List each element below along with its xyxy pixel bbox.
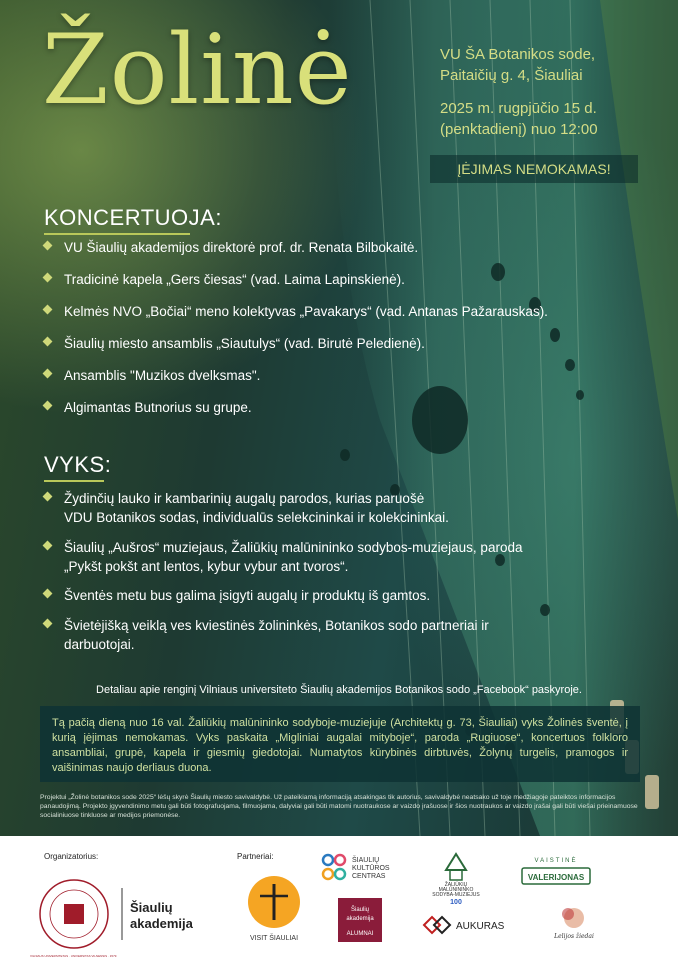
diamond-bullet-icon [43, 337, 53, 347]
concerts-heading [44, 205, 222, 235]
valerijonas-pharmacy-logo [516, 854, 596, 890]
list-item: Ansamblis "Muzikos dvelksmas". [44, 366, 604, 385]
list-item: Žydinčių lauko ir kambarinių augalų parodos, kurias paruošė VDU Botanikos sodas, individualūs selekcininkai ir kolekcininkai. [44, 489, 604, 527]
diamond-bullet-icon [43, 619, 53, 629]
partners-footer [0, 836, 678, 960]
visit-siauliai-text: VISIT ŠIAULIAI [249, 935, 299, 942]
venue-line-1: VU ŠA Botanikos sode, [440, 46, 596, 63]
event-title: Žolinė [42, 14, 353, 126]
list-item: Kelmės NVO „Bočiai“ meno kolektyvas „Pavakarys“ (vad. Antanas Pažarauskas). [44, 302, 604, 321]
list-item: Švietėjišką veiklą ves kviestinės žolininkės, Botanikos sodo partneriai ir darbuotojai. [44, 616, 604, 654]
date-line-2: (penktadienį) nuo 12:00 [440, 121, 598, 138]
date-info [440, 98, 598, 140]
list-item: Šventės metu bus galima įsigyti augalų ir produktų iš gamtos. [44, 586, 604, 605]
events-heading [44, 452, 111, 482]
lelija-text: Lelijos žiedai [554, 933, 594, 940]
svg-text:100: 100 [450, 899, 462, 904]
events-heading-underline [44, 480, 104, 482]
list-item: VU Šiaulių akademijos direktorė prof. dr. Renata Bilbokaitė. [44, 238, 604, 257]
diamond-bullet-icon [43, 401, 53, 411]
events-heading-text: VYKS: [44, 452, 112, 477]
list-item: Tradicinė kapela „Gers čiesas“ (vad. Laima Lapinskienė). [44, 270, 604, 289]
svg-text:SODYBA-MUZIEJUS: SODYBA-MUZIEJUS [432, 892, 480, 898]
diamond-bullet-icon [43, 273, 53, 283]
aukuras-text: AUKURAS [456, 921, 505, 932]
diamond-bullet-icon [43, 241, 53, 251]
afternoon-event-box: Tą pačią dieną nuo 16 val. Žaliūkių malūnininko sodyboje-muziejuje (Architektų g. 73, Šiauliai) vyks Žolinės šventė, į kurią įėjimas nemokamas. Vyks paskaita „Migliniai augalai mityboje“, paroda „Rugiuose“, koncertuos folkloro ansambliai, grupė, kapela ir giesmių giedotojai. Numatytos kūrybinės dirbtuvės, Žolynų turgelis, pramogos ir vaišinimas naujo derliaus duona. [40, 706, 640, 782]
kc-line-2: KULTŪROS [352, 865, 390, 872]
diamond-bullet-icon [43, 369, 53, 379]
visit-siauliai-logo [246, 874, 302, 944]
partners-label: Partneriai: [237, 852, 274, 861]
ua-name-line-2: akademija [130, 916, 193, 931]
concerts-heading-underline [44, 233, 190, 235]
kulturos-centras-logo [320, 850, 410, 884]
diamond-bullet-icon [43, 305, 53, 315]
lelijos-ziedai-logo [546, 902, 602, 942]
funding-fineprint: Projektui „Žolinė botanikos sode 2025“ lėšų skyrė Šiaulių miesto savivaldybė. Už pateikiamą informaciją atsakingas tik autorius, savivaldybė neatsako už toje medžiagoje pateiktos informacijos panaudojimą. Projekto įgyvendinimo metu gali būti fotografuojama, filmuojama, dalyviai gali būti matomi nuotraukose ar vaizdo įrašuose ir šios nuotraukos ar vaizdo įrašai gali būti viešai prieinamuose socialiniuose tinkluose ar medijos priemonėse. [40, 794, 638, 819]
list-item: Šiaulių miesto ansamblis „Siautulys“ (vad. Birutė Peledienė). [44, 334, 604, 353]
diamond-bullet-icon [43, 541, 53, 551]
ua-seal-text: VILNIAUS UNIVERSITETAS · UNIVERSITAS VILNENSIS · 1579 [30, 954, 117, 958]
alumni-logo: Šiaulių akademija ALUMNAI [338, 898, 382, 942]
svg-text:ŽALIŪKIŲ: ŽALIŪKIŲ [444, 882, 468, 888]
pharmacy-top: VAISTINĖ [534, 858, 578, 864]
siauliu-akademija-logo [36, 874, 206, 954]
aukuras-logo [420, 910, 520, 940]
kc-line-1: ŠIAULIŲ [352, 857, 380, 864]
svg-text:MALŪNININKO: MALŪNININKO [438, 887, 474, 893]
free-entry-badge: ĮĖJIMAS NEMOKAMAS! [430, 155, 638, 183]
diamond-bullet-icon [43, 589, 53, 599]
venue-info [440, 44, 595, 86]
organizers-label: Organizatorius: [44, 852, 99, 861]
diamond-bullet-icon [43, 492, 53, 502]
zaliukiu-mill-logo [428, 848, 484, 904]
concerts-heading-text: KONCERTUOJA: [44, 205, 222, 230]
ua-name-line-1: Šiaulių [130, 900, 173, 915]
list-item: Algimantas Butnorius su grupe. [44, 398, 604, 417]
date-line-1: 2025 m. rugpjūčio 15 d. [440, 100, 597, 117]
venue-line-2: Paitaičių g. 4, Šiauliai [440, 67, 583, 84]
pharmacy-name: VALERIJONAS [527, 873, 585, 882]
list-item: Šiaulių „Aušros“ muziejaus, Žaliūkių malūnininko sodybos-muziejaus, paroda „Pykšt pokšt ant lentos, kybur vybur ant tvoros“. [44, 538, 604, 576]
kc-line-3: CENTRAS [352, 873, 386, 880]
facebook-detail-note: Detaliau apie renginį Vilniaus universiteto Šiaulių akademijos Botanikos sodo „Facebook“ paskyroje. [96, 684, 582, 696]
